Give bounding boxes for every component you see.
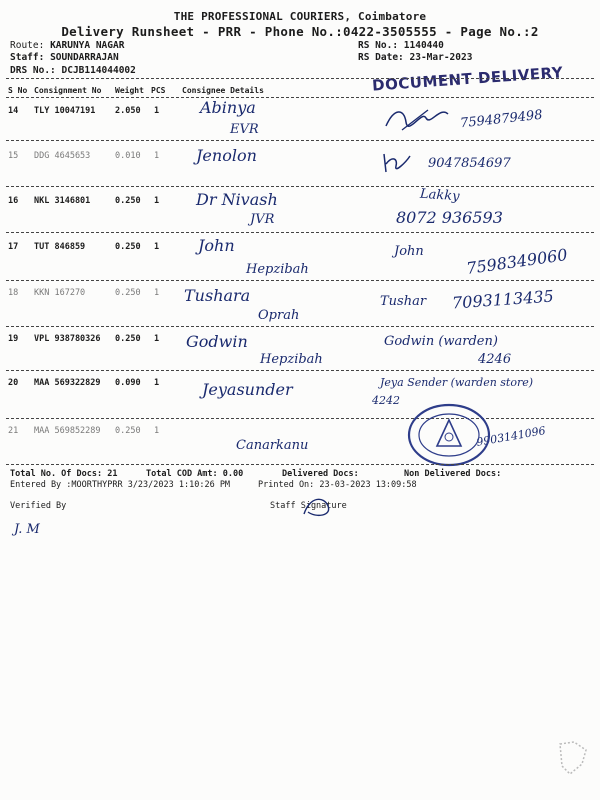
row-phone-handwriting: 7598349060 [465,245,569,278]
row-weight: 0.250 [115,334,141,344]
row-signature-handwriting: Tushar [380,294,427,309]
row-divider [6,418,594,419]
row-signature-handwriting: John [394,244,424,259]
route-value: KARUNYA NAGAR [50,40,125,51]
staff-line [10,52,119,63]
row-sno: 21 [8,426,19,436]
row-consignment: DDG 4645653 [34,151,91,161]
rs-date-line [358,52,472,63]
row-phone-handwriting: 9047854697 [428,156,511,171]
drs-value: DCJB114044002 [61,65,136,76]
route-label: Route: [10,40,45,51]
row-consignee-handwriting: Abinya [200,98,256,117]
row-consignee-handwriting: Jeyasunder [202,380,293,399]
row-phone-handwriting: 4242 [372,394,400,407]
row-consignee-handwriting: Dr Nivash [196,190,278,209]
header-divider-top [6,78,594,79]
staff-value: SOUNDARRAJAN [50,52,119,63]
row-consignee-handwriting: Canarkanu [236,438,309,453]
seal-stamp [403,400,495,470]
row-phone-handwriting: 9903141096 [475,424,547,449]
runsheet-title: Delivery Runsheet - PRR - Phone No.:0422-3505555 - Page No.:2 [61,24,539,39]
row-weight: 0.250 [115,288,141,298]
row-consignee-handwriting-2: EVR [230,122,259,137]
row-consignee-handwriting: John [198,236,235,255]
row-weight: 0.010 [115,151,141,161]
rs-no-label: RS No.: [358,40,399,51]
printed-on: Printed On: 23-03-2023 13:09:58 [258,480,417,490]
header-divider-bottom [6,97,594,98]
row-weight: 0.250 [115,426,141,436]
rs-date-label: RS Date: [358,52,404,63]
row-signature-handwriting: Godwin (warden) [384,334,498,349]
row-sno: 15 [8,151,19,161]
verified-by-label: Verified By [10,501,67,511]
row-consignment: MAA 569852289 [34,426,101,436]
footer-divider [6,464,594,465]
row-sno: 17 [8,242,19,252]
row-weight: 0.090 [115,378,141,388]
row-consignee-handwriting: Jenolon [196,146,257,165]
company-title: THE PROFESSIONAL COURIERS, Coimbatore [173,10,427,23]
staff-signature-mark [300,494,334,520]
row-consignee-handwriting: Tushara [184,286,251,305]
row-pcs: 1 [154,288,160,298]
row-phone-handwriting: 8072 936593 [396,208,503,227]
row-phone-handwriting: 7594879498 [459,107,544,132]
row-divider [6,280,594,281]
row-consignment: NKL 3146801 [34,196,91,206]
row-sno: 20 [8,378,19,388]
staff-label: Staff: [10,52,45,63]
row-divider [6,140,594,141]
row-sno: 18 [8,288,19,298]
row-consignee-handwriting-2: JVR [250,212,275,227]
total-cod: Total COD Amt: 0.00 [146,469,244,479]
row-pcs: 1 [154,426,160,436]
row-consignee-handwriting-2: Oprah [258,308,300,323]
row-consignment: TUT 846859 [34,242,86,252]
entered-by: Entered By :MOORTHYPRR 3/23/2023 1:10:26 PM [10,480,231,490]
row-weight: 2.050 [115,106,141,116]
row-phone-handwriting: 7093113435 [451,286,555,313]
row-weight: 0.250 [115,242,141,252]
row-consignment: TLY 10047191 [34,106,96,116]
row-divider [6,232,594,233]
drs-label: DRS No.: [10,65,56,76]
row-consignee-handwriting: Godwin [186,332,248,351]
row-pcs: 1 [154,151,160,161]
delivered-docs: Delivered Docs: [282,469,359,479]
row-pcs: 1 [154,106,160,116]
row-divider [6,186,594,187]
col-pcs-header: PCS [151,86,166,95]
col-weight-header: Weight [115,86,144,95]
row-weight: 0.250 [115,196,141,206]
row-pcs: 1 [154,378,160,388]
col-consignment-header: Consignment No [34,86,102,95]
signature-mark [378,150,414,176]
scan-mark [556,738,590,778]
row-pcs: 1 [154,242,160,252]
row-phone-handwriting: 4246 [478,352,512,367]
row-signature-handwriting: Jeya Sender (warden store) [380,376,534,389]
row-sno: 14 [8,106,19,116]
row-divider [6,370,594,371]
row-pcs: 1 [154,334,160,344]
drs-line [10,65,136,76]
row-pcs: 1 [154,196,160,206]
rs-date-value: 23-Mar-2023 [409,52,473,63]
row-consignee-handwriting-2: Hepzibah [260,352,323,367]
row-sno: 16 [8,196,19,206]
row-consignment: KKN 167270 [34,288,86,298]
document-delivery-stamp: DOCUMENT DELIVERY [371,63,564,95]
row-consignment: VPL 938780326 [34,334,101,344]
staff-signature-label: Staff Signature [270,501,347,511]
row-signature-handwriting: Lakky [419,186,460,205]
non-delivered-docs: Non Delivered Docs: [404,469,502,479]
total-docs: Total No. Of Docs: 21 [10,469,118,479]
rs-no-value: 1140440 [403,40,444,51]
row-divider [6,326,594,327]
verifier-initials: J. M [14,522,40,537]
col-consignee-header: Consignee Details [182,86,264,95]
rs-no-line [358,40,444,51]
route-line [10,40,124,51]
row-sno: 19 [8,334,19,344]
signature-mark [382,104,452,134]
row-consignment: MAA 569322829 [34,378,101,388]
row-consignee-handwriting-2: Hepzibah [246,262,309,277]
col-sno-header: S No [8,86,28,95]
